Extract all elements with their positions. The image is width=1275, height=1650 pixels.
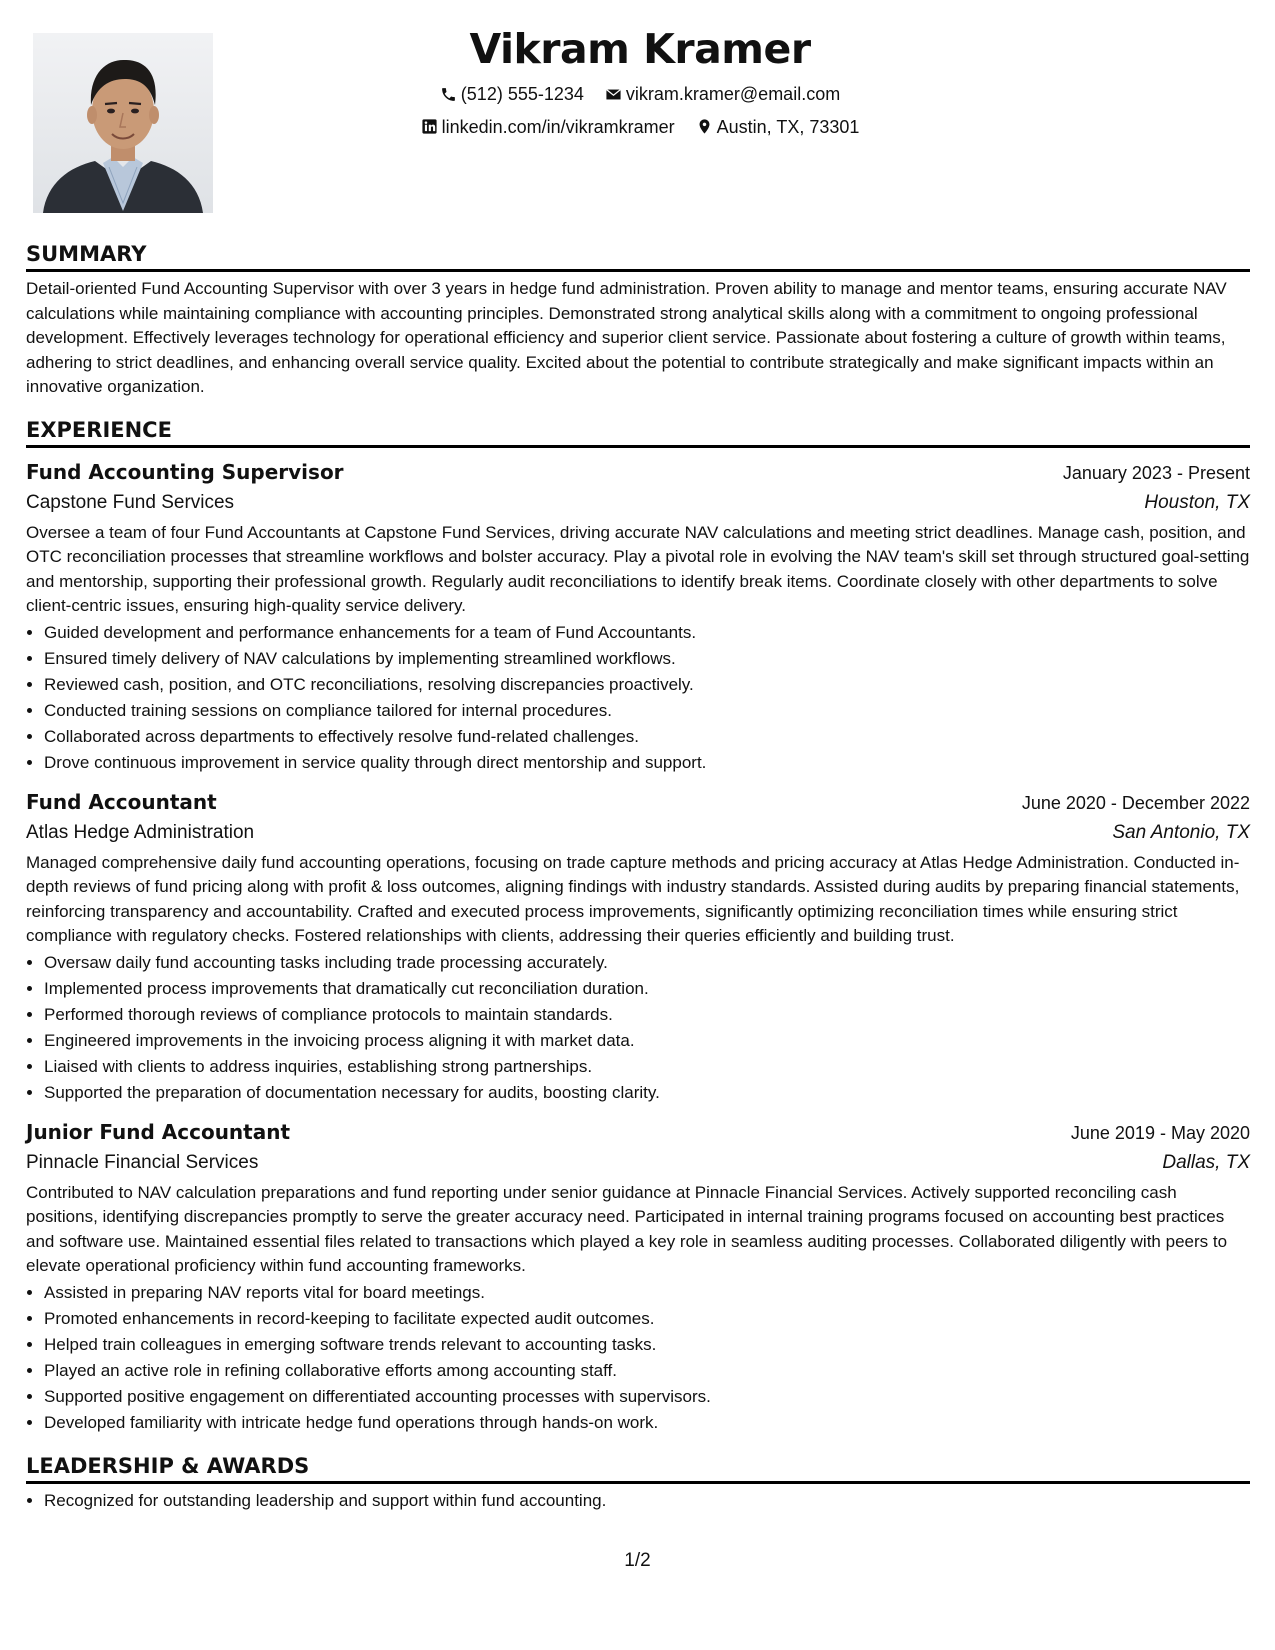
leadership-bullets: [26, 1488, 1250, 1514]
summary-text: Detail-oriented Fund Accounting Supervisor with over 3 years in hedge fund administration. Proven ability to manage and mentor teams, ensuring accurate NAV calculations while maintaining compliance with accounting principles. Demonstrated strong analytical skills along with a commitment to ongoing professional development. Effectively leverages technology for operational efficiency and superior client service. Passionate about fostering a culture of growth within teams, adhering to strict deadlines, and enhancing overall service quality. Excited about the potential to contribute strategically and make significant impacts within an innovative organization.: [26, 279, 1227, 396]
job-description: Contributed to NAV calculation preparations and fund reporting under senior guidance at Pinnacle Financial Services. Actively supported reconciling cash positions, identifying discrepancies promptly to serve the greater accuracy need. Participated in internal training programs focused on accounting best practices and software use. Maintained essential files related to transactions which played a key role in seamless auditing processes. Collaborated diligently with peers to elevate operational proficiency within fund accounting frameworks.: [26, 1182, 1228, 1275]
contact-line-1: [230, 82, 1050, 109]
linkedin-link[interactable]: linkedin.com/in/vikramkramer: [441, 116, 675, 137]
list-item: • Drove continuous improvement in service quality through direct mentorship and support.: [44, 750, 1250, 776]
job-dates: June 2020 - December 2022: [1021, 792, 1250, 813]
experience-heading: EXPERIENCE: [26, 416, 1250, 448]
experience-section: [26, 416, 1250, 1436]
list-item: • Supported the preparation of documentation necessary for audits, boosting clarity.: [44, 1080, 1250, 1106]
summary-section: [26, 240, 1250, 400]
list-item: • Played an active role in refining collaborative efforts among accounting staff.: [44, 1358, 1250, 1384]
resume-body: [26, 240, 1250, 1530]
job-title: Junior Fund Accountant: [26, 1119, 291, 1144]
job-title: Fund Accounting Supervisor: [26, 459, 344, 484]
location-text: Austin, TX, 73301: [716, 116, 860, 137]
job-location: Houston, TX: [1144, 491, 1250, 513]
company-name: Atlas Hedge Administration: [26, 821, 255, 843]
job-bullets: [26, 1280, 1250, 1436]
list-item: • Assisted in preparing NAV reports vital for board meetings.: [44, 1280, 1250, 1306]
list-item: • Conducted training sessions on compliance tailored for internal procedures.: [44, 698, 1250, 724]
phone-icon: [440, 86, 457, 103]
list-item: • Oversaw daily fund accounting tasks including trade processing accurately.: [44, 950, 1250, 976]
list-item: • Performed thorough reviews of compliance protocols to maintain standards.: [44, 1002, 1250, 1028]
linkedin-contact[interactable]: [421, 115, 675, 139]
summary-heading: SUMMARY: [26, 240, 1250, 272]
list-item: • Guided development and performance enhancements for a team of Fund Accountants.: [44, 620, 1250, 646]
job-entry: [26, 787, 1250, 1106]
company-name: Pinnacle Financial Services: [26, 1151, 259, 1173]
resume-header: [230, 22, 1050, 141]
page-number: 1/2: [624, 1550, 651, 1571]
list-item: • Implemented process improvements that dramatically cut reconciliation duration.: [44, 976, 1250, 1002]
list-item: • Engineered improvements in the invoicing process aligning it with market data.: [44, 1028, 1250, 1054]
contact-line-2: [230, 115, 1050, 142]
job-location: San Antonio, TX: [1112, 821, 1250, 843]
profile-photo: [33, 33, 213, 213]
list-item: • Supported positive engagement on differentiated accounting processes with supervisors.: [44, 1384, 1250, 1410]
phone-text: (512) 555-1234: [460, 84, 584, 104]
candidate-name: Vikram Kramer: [469, 25, 811, 73]
job-bullets: [26, 950, 1250, 1106]
job-dates: January 2023 - Present: [1062, 462, 1250, 483]
leadership-heading: LEADERSHIP & AWARDS: [26, 1452, 1250, 1484]
company-name: Capstone Fund Services: [26, 491, 235, 513]
list-item: • Developed familiarity with intricate hedge fund operations through hands-on work.: [44, 1410, 1250, 1436]
job-title: Fund Accountant: [26, 789, 217, 814]
map-pin-icon: [696, 118, 713, 135]
job-description: Oversee a team of four Fund Accountants at Capstone Fund Services, driving accurate NAV calculations and meeting strict deadlines. Manage cash, position, and OTC reconciliation processes that streamline workflows and bolster accuracy. Play a pivotal role in evolving the NAV team's skill set through structured goal-setting and mentorship, supporting their professional growth. Regularly audit reconciliations to identify break items. Coordinate closely with other departments to solve client-centric issues, ensuring high-quality service delivery.: [26, 522, 1250, 615]
job-entry: [26, 457, 1250, 776]
envelope-icon: [605, 86, 622, 103]
list-item: • Liaised with clients to address inquiries, establishing strong partnerships.: [44, 1054, 1250, 1080]
person-portrait-icon: [33, 33, 213, 213]
job-bullets: [26, 620, 1250, 776]
list-item: • Recognized for outstanding leadership and support within fund accounting.: [44, 1488, 1250, 1514]
list-item: • Reviewed cash, position, and OTC reconciliations, resolving discrepancies proactively.: [44, 672, 1250, 698]
job-entry: [26, 1117, 1250, 1436]
leadership-section: [26, 1452, 1250, 1514]
job-dates: June 2019 - May 2020: [1070, 1122, 1250, 1143]
email-link[interactable]: vikram.kramer@email.com: [625, 84, 841, 104]
phone-contact: [440, 82, 584, 106]
location-contact: [696, 115, 860, 139]
job-description: Managed comprehensive daily fund accounting operations, focusing on trade capture methods and pricing accuracy at Atlas Hedge Administration. Conducted in-depth reviews of fund pricing along with profit & loss outcomes, aligning findings with industry standards. Assisted during audits by preparing financial statements, reinforcing transparency and accountability. Crafted and executed process improvements, significantly optimizing reconciliation times while ensuring strict compliance with regulatory checks. Fostered relationships with clients, addressing their queries efficiently and building trust.: [26, 852, 1240, 945]
linkedin-icon: [421, 118, 438, 135]
list-item: • Helped train colleagues in emerging software trends relevant to accounting tasks.: [44, 1332, 1250, 1358]
email-contact[interactable]: [605, 82, 840, 106]
list-item: • Promoted enhancements in record-keeping to facilitate expected audit outcomes.: [44, 1306, 1250, 1332]
list-item: • Ensured timely delivery of NAV calculations by implementing streamlined workflows.: [44, 646, 1250, 672]
list-item: • Collaborated across departments to effectively resolve fund-related challenges.: [44, 724, 1250, 750]
job-location: Dallas, TX: [1162, 1151, 1250, 1173]
